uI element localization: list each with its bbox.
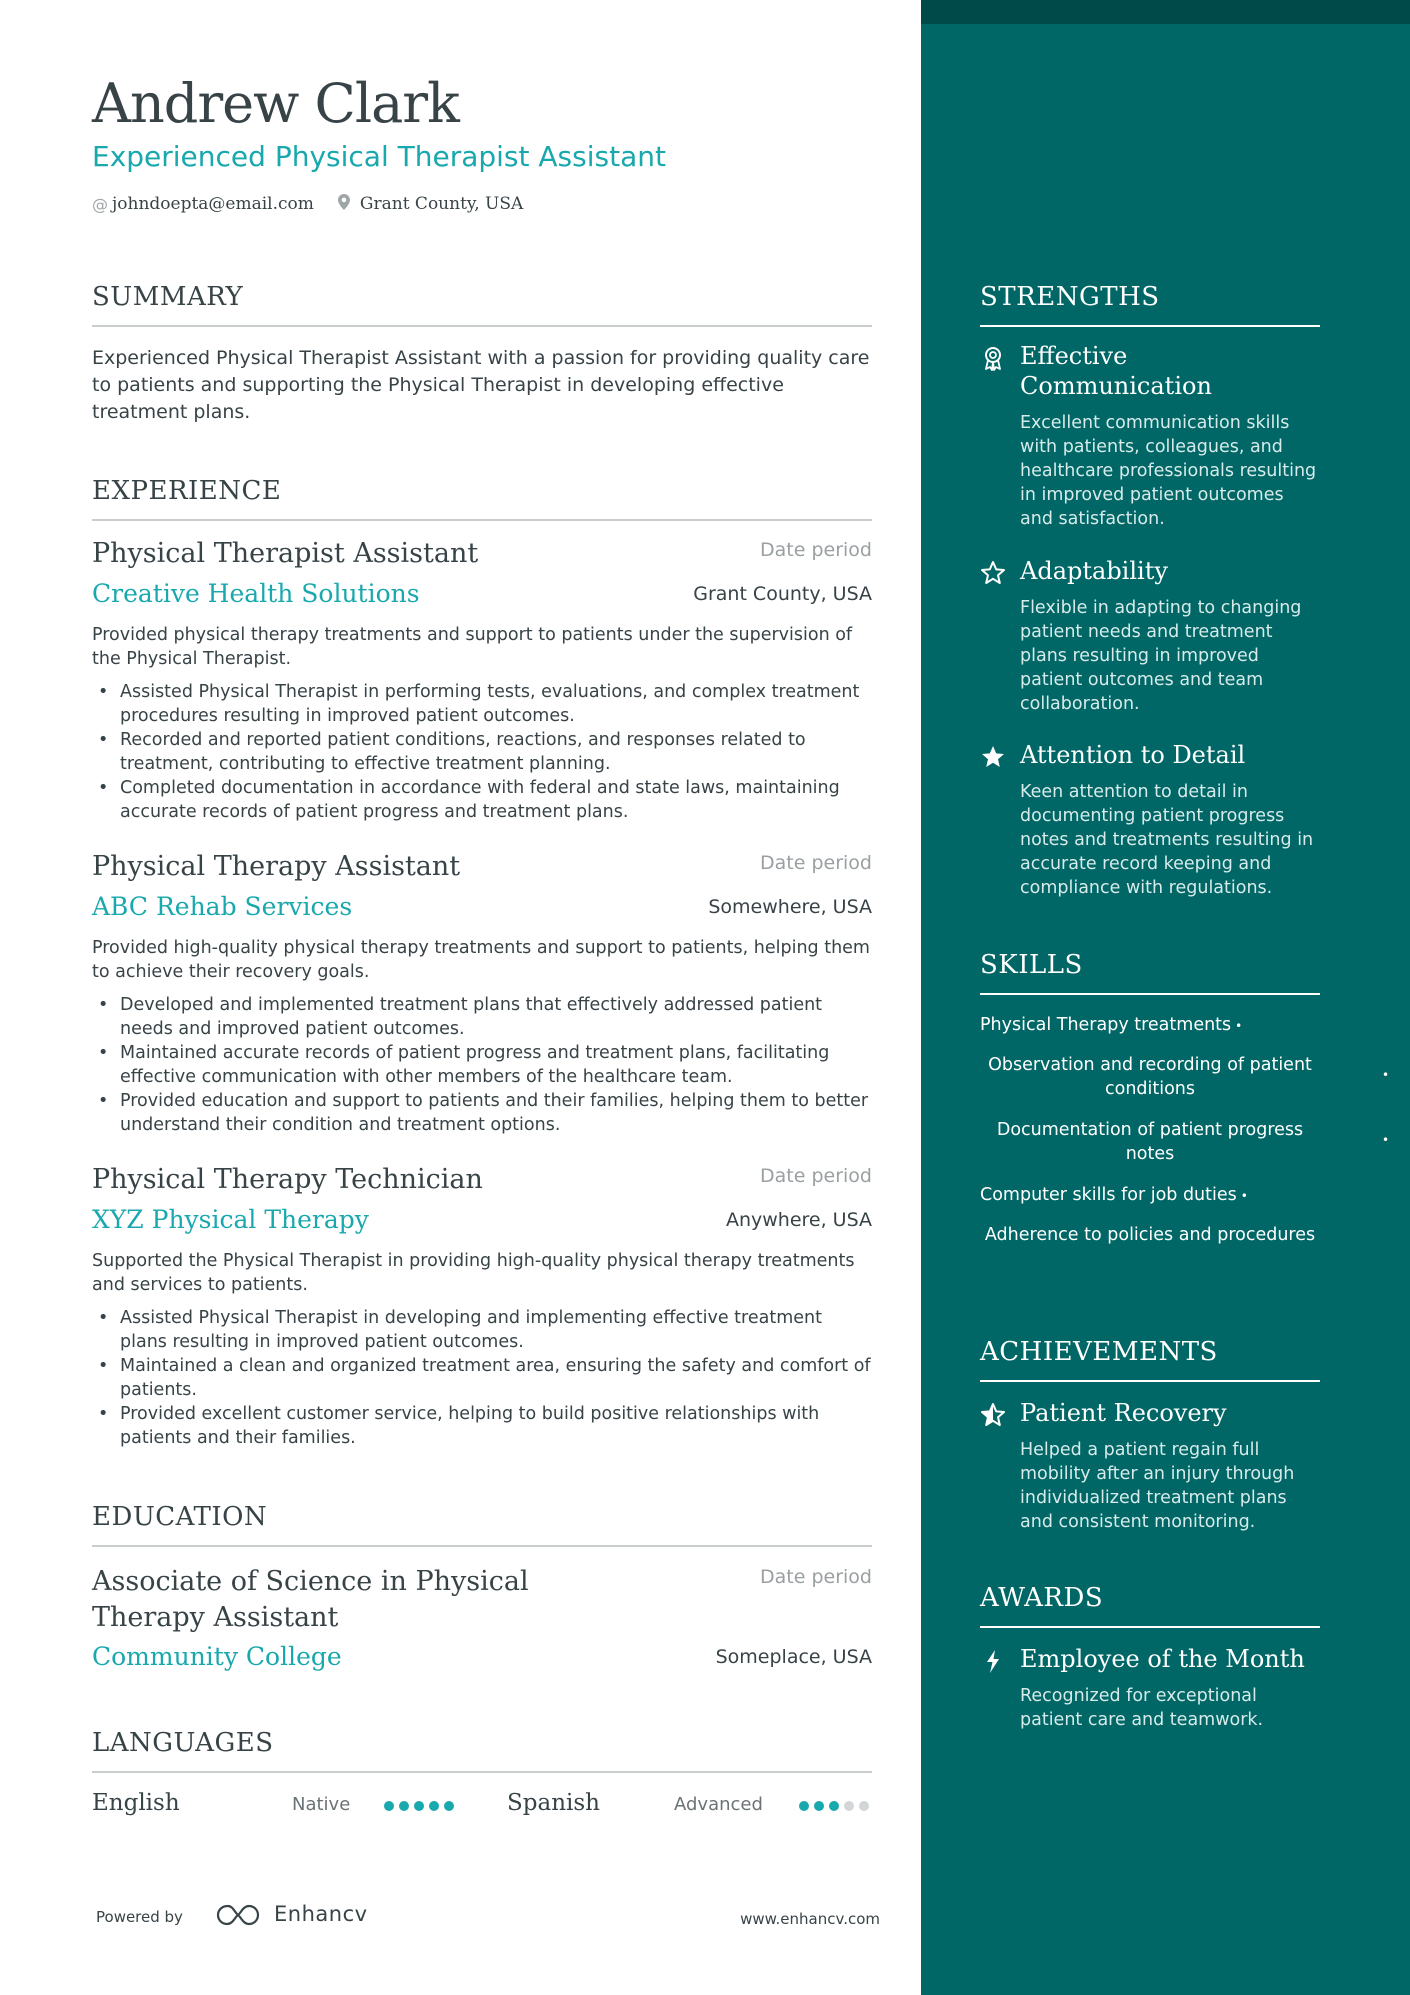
list-item: • Assisted Physical Therapist in developing and implementing effective treatment plans resulting in improved patient outcomes. [98,1308,822,1352]
skill-item: Documentation of patient progress notes [996,1120,1304,1164]
job-date: Date period [760,1165,872,1187]
star-outline-icon [980,560,1006,586]
list-item: • Assisted Physical Therapist in performing tests, evaluations, and complex treatment procedures resulting in improved patient outcomes. [98,682,860,726]
summary-heading: SUMMARY [92,282,872,327]
language-name: English [92,1790,180,1816]
company-name: Creative Health Solutions [92,579,420,608]
education-heading: EDUCATION [92,1502,872,1547]
languages-heading: LANGUAGES [92,1728,872,1773]
email-text[interactable]: johndoepta@email.com [112,194,314,214]
rating-dot [399,1801,409,1811]
powered-by-text: Powered by [96,1908,183,1926]
sidebar [921,0,1410,1995]
language-level: Native [292,1794,351,1815]
skill-item: Adherence to policies and procedures [984,1225,1316,1245]
skill-item: Observation and recording of patient conditions [988,1055,1312,1099]
achievement-description: Helped a patient regain full mobility after an injury through individualized treatment plans and consistent monitoring. [1020,1440,1295,1532]
rating-dot [844,1801,854,1811]
strength-description: Keen attention to detail in documenting patient progress notes and treatments resulting in accurate record keeping and compliance with regulations. [1020,782,1314,898]
sidebar-top-bar [921,0,1410,24]
strength-description: Excellent communication skills with patients, colleagues, and healthcare professionals resulting in improved patient outcomes and satisfaction. [1020,413,1317,529]
language-name: Spanish [507,1790,600,1816]
rating-dot [829,1801,839,1811]
list-item: • Provided education and support to patients and their families, helping them to better understand their condition and treatment options. [98,1091,869,1135]
achievements-heading: ACHIEVEMENTS [980,1337,1320,1382]
education-location: Someplace, USA [715,1646,872,1668]
languages-row [92,1790,872,1820]
job-location: Anywhere, USA [725,1209,872,1231]
job-date: Date period [760,852,872,874]
skill-item: Physical Therapy treatments • [980,1015,1243,1035]
summary-text: Experienced Physical Therapist Assistant with a passion for providing quality care to patients and supporting the Physical Therapist in developing effective treatment plans. [92,347,870,423]
website-link[interactable]: www.enhancv.com [740,1910,880,1928]
skill-item: Computer skills for job duties • [980,1185,1248,1205]
job-bullets [92,680,872,824]
contact-info [92,194,523,214]
rating-dot [414,1801,424,1811]
rating-dot [799,1801,809,1811]
star-filled-icon [980,744,1006,770]
job-description: Supported the Physical Therapist in providing high-quality physical therapy treatments and services to patients. [92,1251,855,1295]
rating-dot [429,1801,439,1811]
achievement-title: Patient Recovery [1020,1399,1227,1427]
lightning-icon [980,1648,1006,1674]
strength-title: Attention to Detail [1020,741,1246,769]
language-rating [799,1801,869,1811]
job-bullets [92,993,872,1137]
experience-entry [92,850,872,1135]
list-item: • Completed documentation in accordance with federal and state laws, maintaining accurate records of patient progress and treatment plans. [98,778,840,822]
language-level: Advanced [674,1794,763,1815]
awards-heading: AWARDS [980,1583,1320,1628]
school-name: Community College [92,1642,342,1671]
rating-dot [384,1801,394,1811]
list-item: • Maintained a clean and organized treatment area, ensuring the safety and comfort of patients. [98,1356,871,1400]
list-item: • Recorded and reported patient conditions, reactions, and responses related to treatment, contributing to effective treatment planning. [98,730,806,774]
job-role: Physical Therapist Assistant [92,538,479,569]
job-role: Physical Therapy Assistant [92,851,461,882]
education-entry [92,1564,872,1671]
award-title: Employee of the Month [1020,1645,1305,1673]
skill-separator: • [1382,1068,1390,1082]
email-icon: @ [92,194,108,214]
list-item: • Developed and implemented treatment plans that effectively addressed patient needs and improved patient outcomes. [98,995,823,1039]
experience-heading: EXPERIENCE [92,476,872,521]
company-name: ABC Rehab Services [92,892,353,921]
skill-separator: • [1382,1133,1390,1147]
job-role: Physical Therapy Technician [92,1164,483,1195]
job-location: Grant County, USA [693,583,872,605]
rating-dot [444,1801,454,1811]
candidate-name: Andrew Clark [92,72,459,135]
location-text: Grant County, USA [359,194,524,214]
location-pin-icon [338,194,350,214]
job-description: Provided high-quality physical therapy treatments and support to patients, helping them to achieve their recovery goals. [92,938,870,982]
strength-title: Effective Communication [1020,342,1212,400]
job-location: Somewhere, USA [708,896,872,918]
job-bullets [92,1306,872,1450]
job-description: Provided physical therapy treatments and support to patients under the supervision of the Physical Therapist. [92,625,853,669]
company-name: XYZ Physical Therapy [92,1205,369,1234]
job-date: Date period [760,539,872,561]
strength-description: Flexible in adapting to changing patient needs and treatment plans resulting in improved patient outcomes and team collaboration. [1020,598,1302,714]
rating-dot [814,1801,824,1811]
degree-name: Associate of Science in Physical Therapy Assistant [92,1566,529,1633]
strength-title: Adaptability [1020,557,1168,585]
award-icon [980,345,1006,371]
list-item: • Provided excellent customer service, helping to build positive relationships with patients and their families. [98,1404,820,1448]
rating-dot [859,1801,869,1811]
enhancv-logo-icon [215,1902,261,1928]
experience-entry [92,1163,872,1448]
candidate-title: Experienced Physical Therapist Assistant [92,140,666,173]
enhancv-brand-name: Enhancv [274,1902,368,1926]
language-rating [384,1801,454,1811]
list-item: • Maintained accurate records of patient progress and treatment plans, facilitating effective communication with other members of the healthcare team. [98,1043,830,1087]
strengths-heading: STRENGTHS [980,282,1320,327]
experience-entry [92,537,872,822]
award-description: Recognized for exceptional patient care and teamwork. [1020,1686,1264,1730]
skills-heading: SKILLS [980,950,1320,995]
education-date: Date period [760,1566,872,1588]
half-star-icon [980,1402,1006,1428]
